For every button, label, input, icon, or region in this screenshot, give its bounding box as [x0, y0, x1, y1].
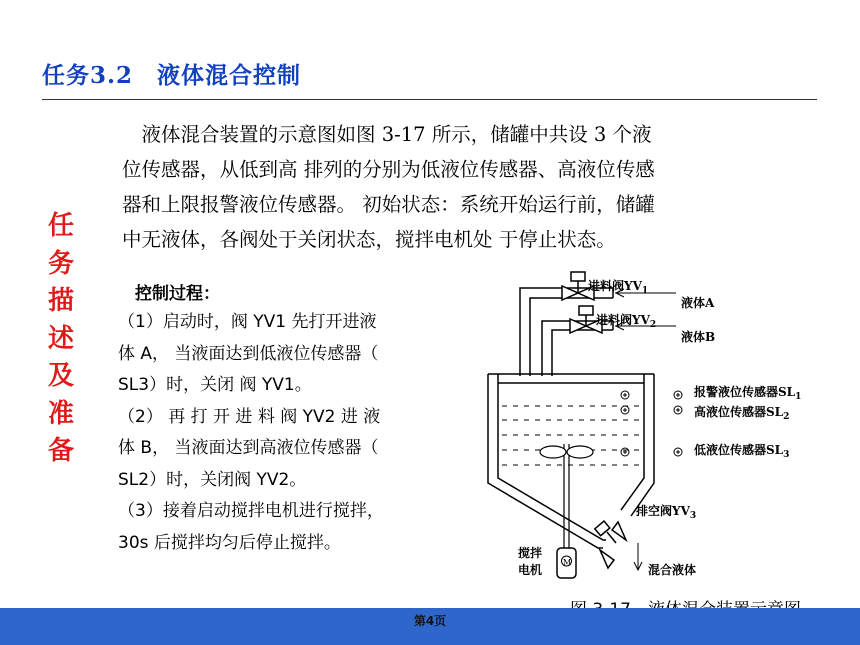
sensor-icons	[621, 391, 682, 456]
page-title: 任务3.2 液体混合控制	[42, 62, 302, 89]
storage-tank	[488, 374, 654, 548]
motor-symbol: M	[563, 558, 572, 567]
side-title-char: 准	[47, 398, 74, 429]
process-line: 30s 后搅拌均匀后停止搅拌。	[118, 532, 341, 553]
process-line: SL3）时，关闭 阀 YV1。	[118, 375, 312, 395]
process-line: 体 A， 当液面达到低液位传感器（	[118, 343, 379, 364]
valve2-label: 进料阀$YV_2$	[596, 313, 657, 330]
intro-line: 液体混合装置的示意图如图 3-17 所示，储罐中共设 3 个液	[122, 123, 652, 146]
process-line: （2） 再 打 开 进 料 阀 YV2 进 液	[118, 406, 381, 427]
side-section-title	[44, 208, 78, 471]
page-number: 第4页	[413, 614, 447, 628]
process-line: SL2）时，关闭阀 YV2。	[118, 469, 307, 490]
intro-line: 位传感器，从低到高 排列的分别为低液位传感器、高液位传感	[122, 158, 655, 181]
drain-valve-label: 排空阀$YV_3$	[636, 504, 697, 521]
sensor3-label: 低液位传感器$SL_3$	[694, 443, 790, 460]
motor-label-line1: 搅拌	[518, 546, 543, 560]
side-title-char: 务	[47, 248, 74, 279]
motor-label-line2: 电机	[518, 563, 543, 577]
intro-line: 中无液体，各阀处于关闭状态，搅拌电机处 于停止状态。	[122, 228, 616, 251]
sensor2-label: 高液位传感器$SL_2$	[694, 405, 790, 422]
side-title-char: 描	[47, 286, 74, 316]
drain-valve-icon	[595, 521, 626, 568]
mixing-device-diagram	[478, 268, 858, 588]
process-line: 体 B， 当液面达到高液位传感器（	[118, 438, 379, 458]
process-line: （1）启动时，阀 YV1 先打开进液	[118, 312, 377, 332]
side-title-char: 任	[47, 211, 74, 241]
side-title-char: 及	[47, 361, 74, 391]
intro-paragraph	[122, 117, 787, 257]
liquid-b-label: 液体B	[681, 330, 716, 344]
drain-outlet-arrow	[634, 543, 642, 570]
output-label: 混合液体	[648, 563, 697, 577]
liquid-a-label: 液体A	[681, 296, 715, 310]
side-title-char: 述	[47, 323, 74, 354]
side-title-char: 备	[47, 436, 74, 466]
process-line: （3）接着启动搅拌电机进行搅拌，	[118, 501, 384, 521]
valve1-label: 进料阀$YV_1$	[588, 279, 649, 296]
process-steps	[118, 307, 468, 559]
sensor1-label: 报警液位传感器$SL_1$	[694, 385, 802, 402]
agitator-icon	[540, 444, 593, 548]
process-title: 控制过程：	[135, 284, 220, 304]
title-divider	[42, 99, 817, 100]
intro-line: 器和上限报警液位传感器。 初始状态：系统开始运行前，储罐	[122, 193, 655, 216]
